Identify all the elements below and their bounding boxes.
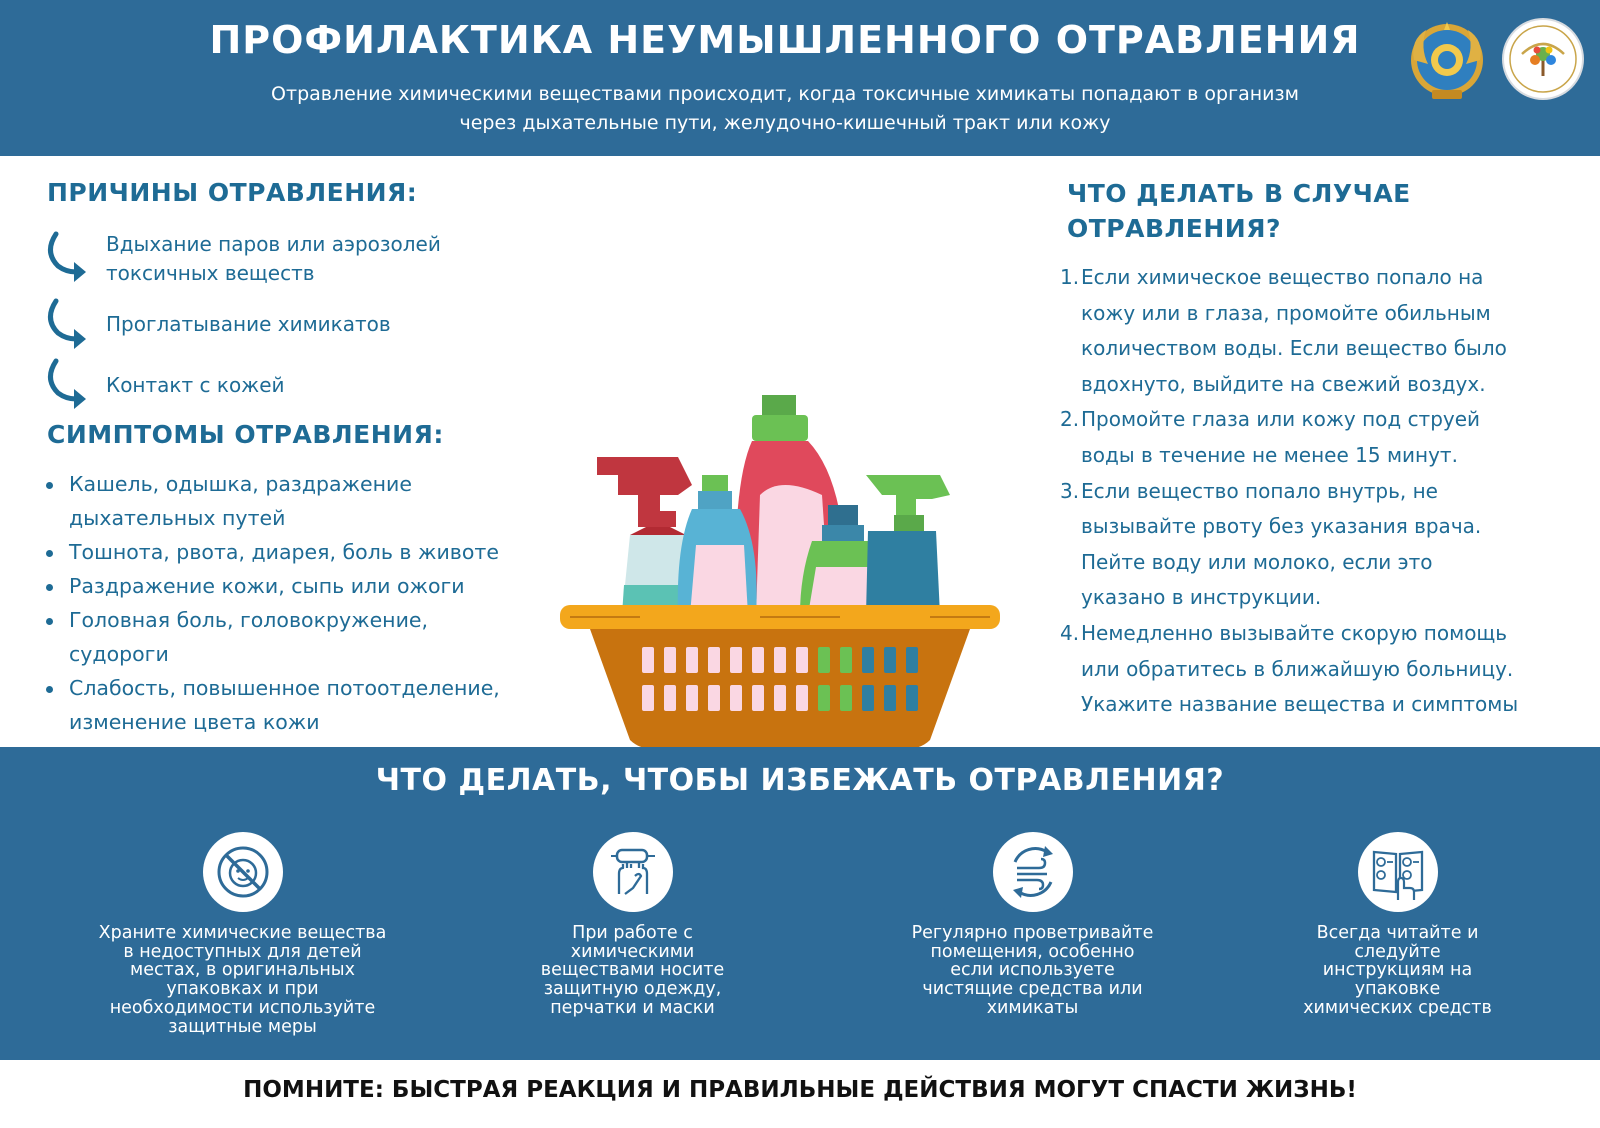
bullet-icon — [46, 686, 53, 693]
organization-logo — [1504, 20, 1582, 98]
tip-text — [520, 924, 745, 1018]
tip-line: местах, в оригинальных — [130, 960, 355, 981]
basket-slot — [840, 685, 852, 711]
cause-line: Вдыхание паров или аэрозолей — [106, 232, 441, 256]
step-line: количеством воды. Если вещество было — [1081, 336, 1507, 361]
tip-text — [1285, 924, 1510, 1018]
step-line: вдохнуто, выйдите на свежий воздух. — [1081, 371, 1486, 396]
heading-line: ОТРАВЛЕНИЯ? — [1067, 214, 1281, 243]
tip-line: химическими — [570, 941, 695, 962]
cause-text — [106, 310, 516, 339]
cause-text — [106, 371, 516, 400]
basket-slot — [730, 647, 742, 673]
causes-heading: ПРИЧИНЫ ОТРАВЛЕНИЯ: — [47, 178, 418, 207]
step-number: 3. — [1060, 478, 1080, 503]
ventilation-icon — [993, 832, 1073, 912]
bullet-icon — [46, 482, 53, 489]
basket-slot — [884, 647, 896, 673]
step-item — [1060, 260, 1580, 402]
cause-line: Проглатывание химикатов — [106, 312, 391, 336]
curved-arrow-icon — [44, 230, 90, 284]
symptom-item — [40, 535, 540, 569]
step-line: Немедленно вызывайте скорую помощь — [1081, 620, 1508, 645]
symptom-item — [40, 671, 540, 739]
cause-text — [106, 230, 516, 288]
tip-line: если используете — [950, 960, 1115, 981]
tip-line: упаковках и при — [166, 979, 319, 1000]
tip-line: следуйте — [1354, 941, 1441, 962]
cause-item — [44, 230, 514, 290]
basket-slot — [708, 647, 720, 673]
basket-slot — [642, 647, 654, 673]
symptom-line: судороги — [69, 642, 169, 666]
tree-logo-icon — [1504, 20, 1582, 98]
step-item — [1060, 616, 1580, 723]
tip-line: При работе с — [572, 923, 693, 943]
tip-line: необходимости используйте — [109, 997, 376, 1018]
tip-line: защитную одежду, — [543, 979, 722, 1000]
tip-line: инструкциям на — [1322, 960, 1473, 981]
tip-text — [85, 924, 400, 1036]
basket-slot — [708, 685, 720, 711]
tip-line: Храните химические вещества — [98, 923, 387, 943]
tip-line: упаковке — [1354, 979, 1441, 1000]
step-number: 2. — [1060, 407, 1080, 432]
symptom-line: Раздражение кожи, сыпь или ожоги — [69, 574, 465, 598]
basket-slot — [818, 647, 830, 673]
tip-line: защитные меры — [168, 1016, 317, 1037]
basket-slot — [686, 685, 698, 711]
heading-line: ЧТО ДЕЛАТЬ В СЛУЧАЕ — [1067, 179, 1411, 208]
no-child-icon — [203, 832, 283, 912]
basket-slot — [752, 647, 764, 673]
basket-slot — [862, 647, 874, 673]
green-spray-bottle — [866, 475, 950, 615]
basket-slot — [884, 685, 896, 711]
tip-line: в недоступных для детей — [123, 941, 362, 962]
bullet-icon — [46, 618, 53, 625]
basket-slot — [796, 647, 808, 673]
cleaning-products-basket-illustration — [560, 395, 1020, 755]
symptom-line: Слабость, повышенное потоотделение, — [69, 676, 500, 700]
cause-line: Контакт с кожей — [106, 373, 285, 397]
prevention-tip — [1285, 832, 1510, 1018]
tip-line: Всегда читайте и — [1316, 923, 1479, 943]
gloves-mask-icon — [593, 832, 673, 912]
symptom-line: изменение цвета кожи — [69, 710, 320, 734]
subtitle-line: через дыхательные пути, желудочно-кишечный тракт или кожу — [459, 112, 1111, 134]
basket-slot — [664, 647, 676, 673]
step-line: Пейте воду или молоко, если это — [1081, 549, 1433, 574]
step-line: воды в течение не менее 15 минут. — [1081, 442, 1458, 467]
step-line: Промойте глаза или кожу под струей — [1081, 407, 1481, 432]
prevention-tip — [85, 832, 400, 1036]
basket-slot — [796, 685, 808, 711]
symptom-item — [40, 603, 540, 671]
tip-text — [895, 924, 1170, 1018]
step-line: Укажите название вещества и симптомы — [1081, 692, 1519, 717]
cause-line: токсичных веществ — [106, 261, 315, 285]
basket-slot — [818, 685, 830, 711]
basket-slot — [906, 685, 918, 711]
step-item — [1060, 402, 1580, 473]
symptom-item — [40, 569, 540, 603]
symptom-line: Кашель, одышка, раздражение — [69, 472, 412, 496]
bullet-icon — [46, 550, 53, 557]
basket-slot — [642, 685, 654, 711]
step-number: 1. — [1060, 265, 1080, 289]
basket-slot — [686, 647, 698, 673]
symptom-item — [40, 467, 540, 535]
basket-slot — [840, 647, 852, 673]
basket-slot — [664, 685, 676, 711]
footer-reminder: ПОМНИТЕ: БЫСТРАЯ РЕАКЦИЯ И ПРАВИЛЬНЫЕ ДЕЙСТВИЯ МОГУТ СПАСТИ ЖИЗНЬ! — [243, 1077, 1357, 1103]
tip-line: перчатки и маски — [550, 997, 715, 1018]
cause-item — [44, 297, 514, 357]
symptom-line: дыхательных путей — [69, 506, 286, 530]
tip-line: химикаты — [986, 997, 1079, 1018]
curved-arrow-icon — [44, 357, 90, 411]
tip-line: Регулярно проветривайте — [911, 923, 1154, 943]
basket-slot — [774, 685, 786, 711]
cause-item — [44, 357, 514, 417]
basket-slot — [774, 647, 786, 673]
basket-slot — [906, 647, 918, 673]
prevention-tip — [895, 832, 1170, 1018]
step-line: вызывайте рвоту без указания врача. — [1081, 514, 1482, 539]
prevention-heading: ЧТО ДЕЛАТЬ, ЧТОБЫ ИЗБЕЖАТЬ ОТРАВЛЕНИЯ? — [375, 763, 1225, 798]
step-item — [1060, 474, 1580, 616]
tip-line: веществами носите — [540, 960, 725, 981]
basket-slot — [752, 685, 764, 711]
prevention-tip — [520, 832, 745, 1018]
step-line: Если вещество попало внутрь, не — [1081, 478, 1438, 503]
basket-slot — [862, 685, 874, 711]
step-line: или обратитесь в ближайшую больницу. — [1081, 656, 1514, 681]
step-line: указано в инструкции. — [1081, 585, 1322, 610]
symptoms-heading: СИМПТОМЫ ОТРАВЛЕНИЯ: — [47, 420, 444, 449]
symptoms-list — [40, 467, 540, 739]
tip-line: чистящие средства или — [922, 979, 1143, 1000]
basket-slot — [730, 685, 742, 711]
step-line: Если химическое вещество попало на — [1081, 265, 1484, 289]
state-emblem-logo — [1408, 20, 1486, 104]
curved-arrow-icon — [44, 297, 90, 351]
instructions-icon — [1358, 832, 1438, 912]
steps-list — [1060, 260, 1580, 723]
bullet-icon — [46, 584, 53, 591]
symptom-line: Тошнота, рвота, диарея, боль в животе — [69, 540, 499, 564]
page-subtitle — [180, 80, 1390, 138]
subtitle-line: Отравление химическими веществами происходит, когда токсичные химикаты попадают в организм — [271, 83, 1299, 105]
symptom-line: Головная боль, головокружение, — [69, 608, 429, 632]
tip-line: помещения, особенно — [930, 941, 1135, 962]
step-number: 4. — [1060, 620, 1080, 645]
tip-line: химических средств — [1303, 997, 1492, 1018]
emblem-icon — [1408, 20, 1486, 104]
step-line: кожу или в глаза, промойте обильным — [1081, 300, 1491, 325]
page-title: ПРОФИЛАКТИКА НЕУМЫШЛЕННОГО ОТРАВЛЕНИЯ — [209, 18, 1361, 62]
what-to-do-heading — [1067, 176, 1527, 246]
